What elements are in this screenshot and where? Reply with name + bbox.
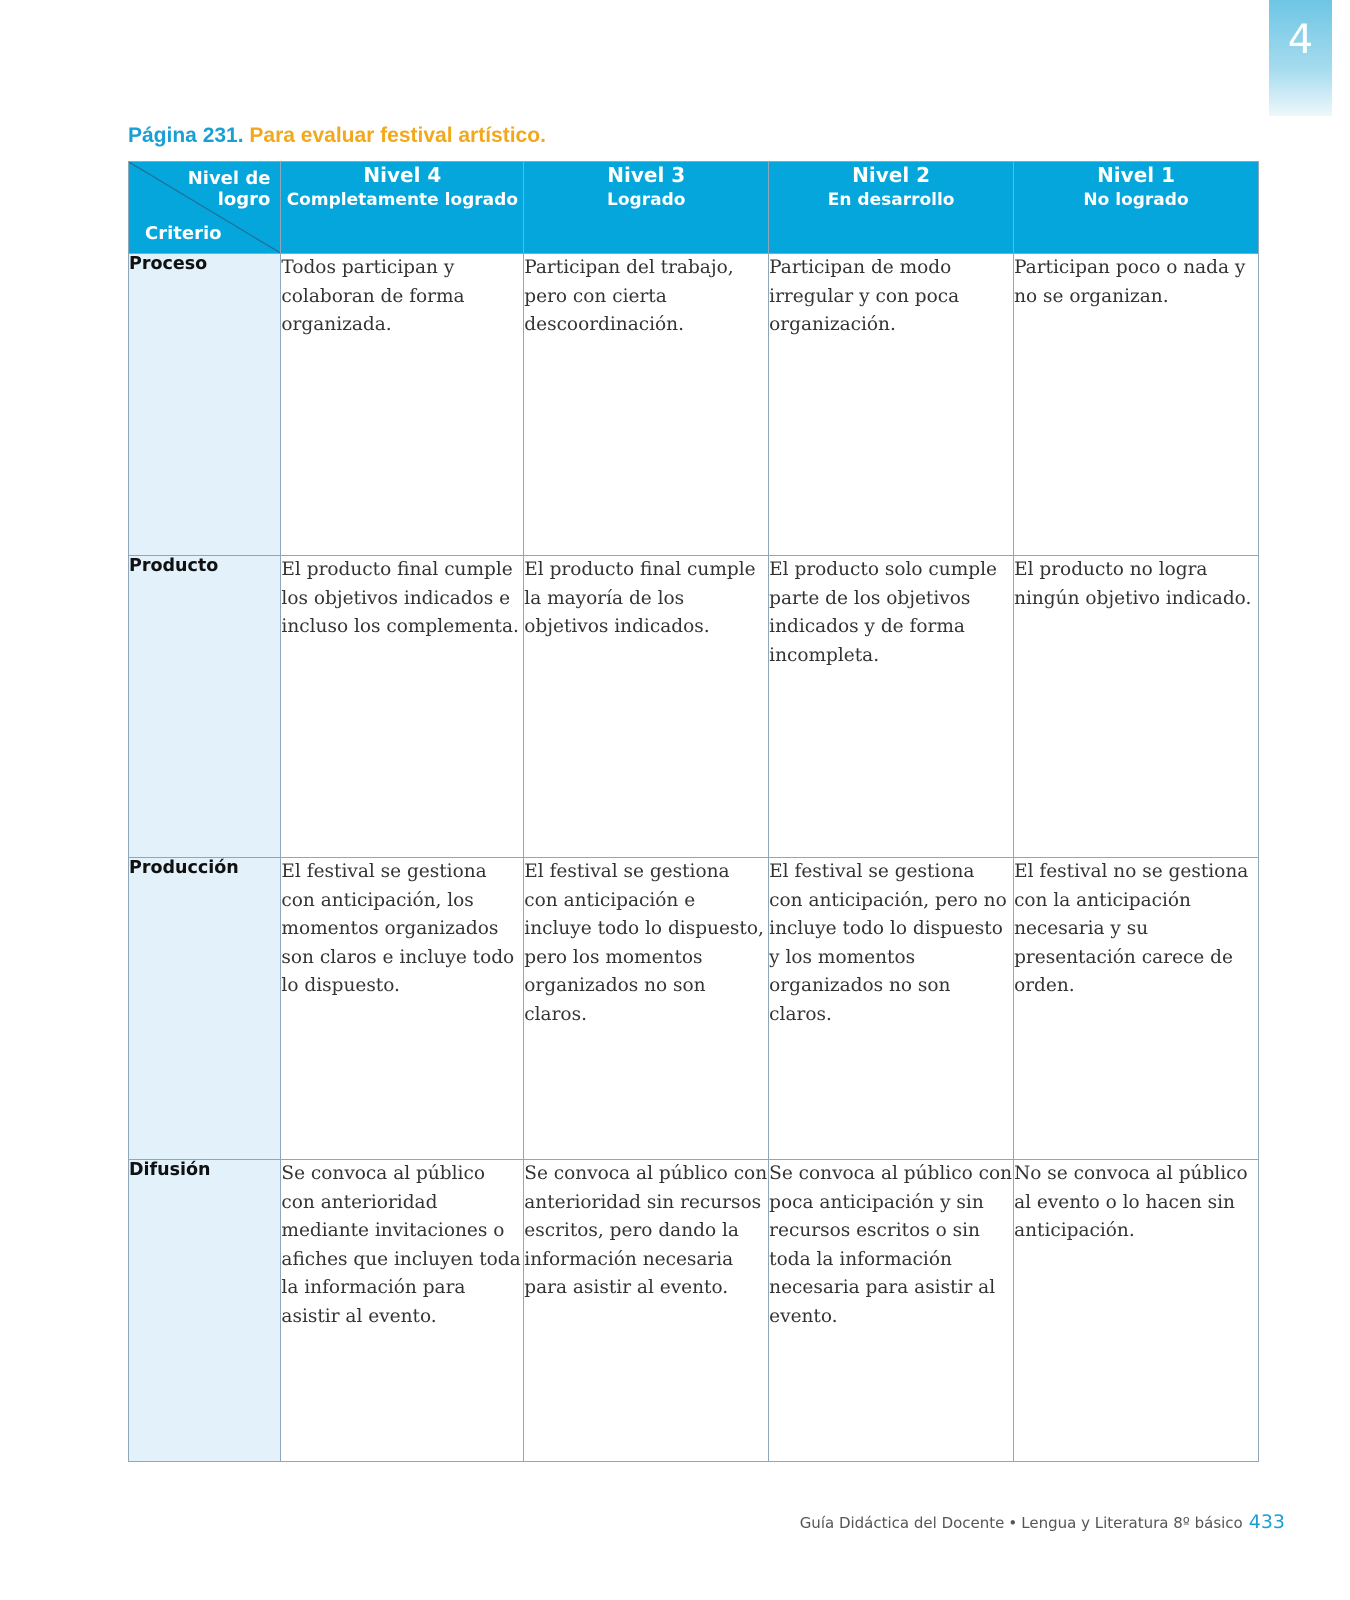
level-header bbox=[281, 162, 524, 254]
corner-header-level: Nivel de logro bbox=[187, 168, 271, 210]
level-header bbox=[769, 162, 1014, 254]
level-header bbox=[1014, 162, 1259, 254]
description-cell: El producto no logra ningún objetivo indicado. bbox=[1014, 556, 1259, 858]
level-name: Nivel 3 bbox=[607, 163, 686, 187]
level-description: Completamente logrado bbox=[286, 190, 518, 210]
level-name: Nivel 4 bbox=[363, 163, 442, 187]
page-number: 433 bbox=[1248, 1511, 1285, 1533]
criterion-cell: Producto bbox=[129, 556, 281, 858]
criterion-cell: Producción bbox=[129, 858, 281, 1160]
description-cell: El festival se gestiona con anticipación e incluye todo lo dispuesto, pero los momentos organizados no son claros. bbox=[524, 858, 769, 1160]
corner-header-criterion: Criterio bbox=[145, 223, 222, 244]
table-header-row bbox=[129, 162, 1259, 254]
criterion-cell: Proceso bbox=[129, 254, 281, 556]
footer-separator: • bbox=[1008, 1514, 1018, 1532]
page-title bbox=[128, 122, 546, 150]
description-cell: Participan de modo irregular y con poca organización. bbox=[769, 254, 1014, 556]
description-cell: Se convoca al público con anterioridad mediante invitaciones o afiches que incluyen toda la información para asistir al evento. bbox=[281, 1160, 524, 1462]
description-cell: Se convoca al público con anterioridad sin recursos escritos, pero dando la información necesaria para asistir al evento. bbox=[524, 1160, 769, 1462]
description-cell: El producto final cumple la mayoría de los objetivos indicados. bbox=[524, 556, 769, 858]
chapter-tab bbox=[1269, 0, 1332, 116]
level-name: Nivel 1 bbox=[1097, 163, 1175, 187]
footer-subject: Lengua y Literatura 8º básico bbox=[1021, 1514, 1243, 1532]
level-header bbox=[524, 162, 769, 254]
footer-book-title: Guía Didáctica del Docente bbox=[799, 1514, 1005, 1532]
description-cell: Se convoca al público con poca anticipación y sin recursos escritos o sin toda la información necesaria para asistir al evento. bbox=[769, 1160, 1014, 1462]
page-reference: Página 231. bbox=[128, 124, 244, 147]
description-cell: Participan del trabajo, pero con cierta descoordinación. bbox=[524, 254, 769, 556]
chapter-number: 4 bbox=[1287, 17, 1314, 63]
level-description: Logrado bbox=[607, 190, 686, 210]
description-cell: Participan poco o nada y no se organizan. bbox=[1014, 254, 1259, 556]
criterion-cell: Difusión bbox=[129, 1160, 281, 1462]
table-row bbox=[129, 1160, 1259, 1462]
table-row bbox=[129, 858, 1259, 1160]
level-name: Nivel 2 bbox=[852, 163, 931, 187]
description-cell: No se convoca al público al evento o lo hacen sin anticipación. bbox=[1014, 1160, 1259, 1462]
description-cell: El producto solo cumple parte de los objetivos indicados y de forma incompleta. bbox=[769, 556, 1014, 858]
level-description: No logrado bbox=[1083, 190, 1189, 210]
page-footer bbox=[800, 1510, 1285, 1535]
table-row bbox=[129, 254, 1259, 556]
description-cell: El festival no se gestiona con la anticipación necesaria y su presentación carece de orden. bbox=[1014, 858, 1259, 1160]
description-cell: El producto final cumple los objetivos indicados e incluso los complementa. bbox=[281, 556, 524, 858]
description-cell: El festival se gestiona con anticipación, pero no incluye todo lo dispuesto y los momentos organizados no son claros. bbox=[769, 858, 1014, 1160]
level-description: En desarrollo bbox=[827, 190, 955, 210]
corner-header-cell bbox=[129, 162, 281, 254]
rubric-table bbox=[128, 161, 1259, 1462]
description-cell: Todos participan y colaboran de forma organizada. bbox=[281, 254, 524, 556]
table-row bbox=[129, 556, 1259, 858]
page-heading: Para evaluar festival artístico. bbox=[249, 124, 546, 147]
description-cell: El festival se gestiona con anticipación, los momentos organizados son claros e incluye todo lo dispuesto. bbox=[281, 858, 524, 1160]
